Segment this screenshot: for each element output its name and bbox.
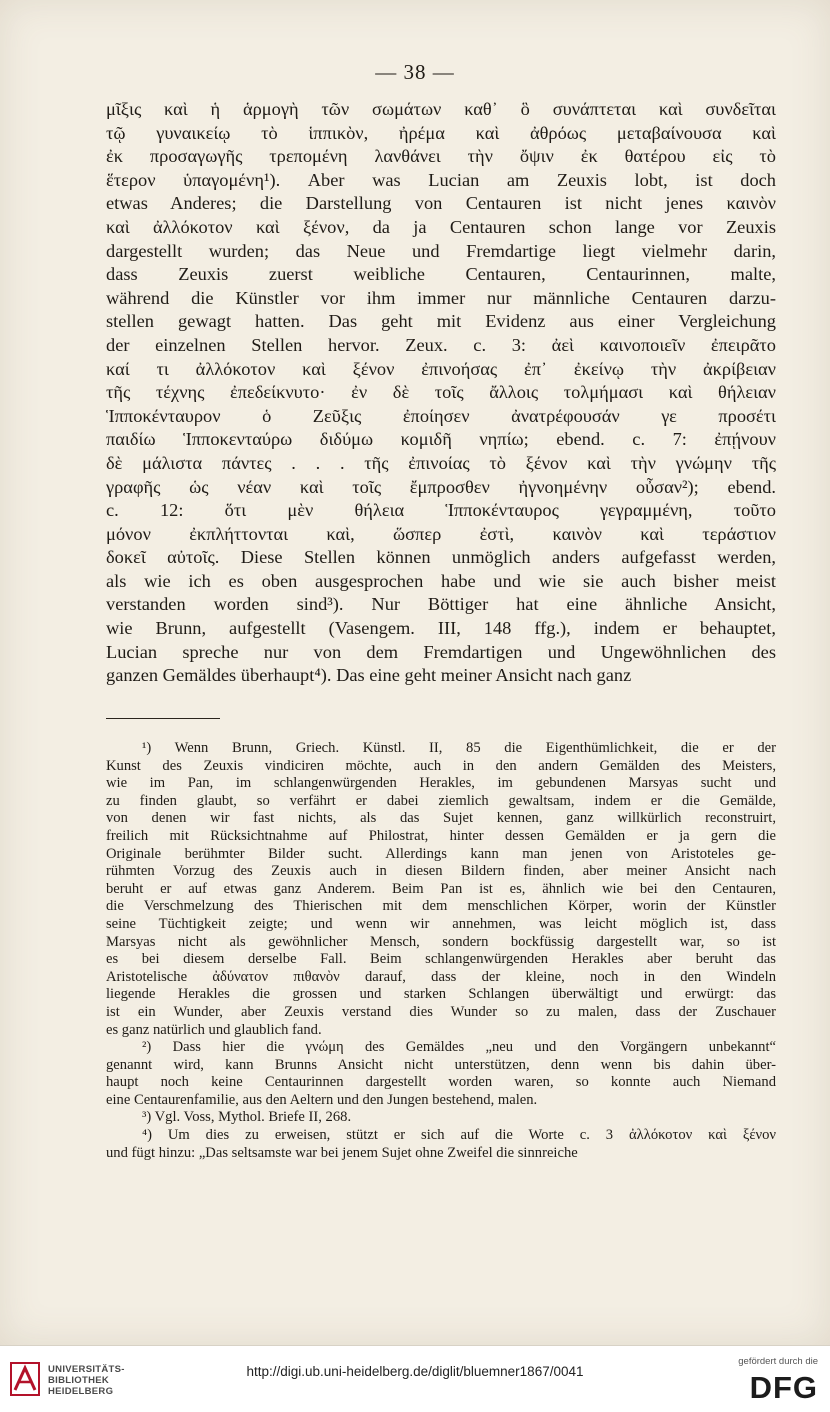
- footnote-line: seine Tüchtigkeit zeigte; und wenn wir annehmen, was leicht möglich ist, dass: [106, 915, 776, 932]
- text-line: τῷ γυναικείῳ τὸ ἱππικὸν, ἠρέμα καὶ ἀθρόως μεταβαίνουσα καὶ: [106, 122, 776, 143]
- text-line: verstanden worden sind³). Nur Böttiger hat eine ähnliche Ansicht,: [106, 594, 776, 615]
- footnote-line: rühmten Vorzug des Zeuxis auch in diesen Bildern finden, aber meiner Ansicht nach: [106, 863, 776, 880]
- footnote-line: es ganz natürlich und glaublich fand.: [106, 1021, 322, 1038]
- footnote-line: beruht er auf etwas ganz Anderem. Beim Pan ist es, ähnlich wie bei den Centauren,: [106, 880, 776, 897]
- footnote-line: ³) Vgl. Voss, Mythol. Briefe II, 268.: [142, 1109, 352, 1126]
- main-text-block: [106, 98, 776, 688]
- footnote-line: ¹) Wenn Brunn, Griech. Künstl. II, 85 die Eigenthümlichkeit, die er der: [142, 740, 776, 756]
- permalink-url[interactable]: http://digi.ub.uni-heidelberg.de/diglit/bluemner1867/0041: [246, 1364, 584, 1379]
- footnote-line: eine Centaurenfamilie, aus den Aeltern und den Jungen bestehend, malen.: [106, 1091, 538, 1108]
- library-name-line2: BIBLIOTHEK: [48, 1375, 110, 1386]
- text-line: als wie ich es oben ausgesprochen habe und wie sie auch bisher meist: [106, 570, 776, 591]
- text-line: μόνον ἐκπλήττονται καὶ, ὥσπερ ἐστὶ, καινὸν καὶ τεράστιον: [106, 523, 776, 544]
- footnote-line: Kunst des Zeuxis vindiciren möchte, auch in den andern Gemälden des Meisters,: [106, 757, 776, 774]
- text-line: ἐκ προσαγωγῆς τρεπομένη λανθάνει τὴν ὄψιν ἐκ θατέρου εἰς τὸ: [106, 146, 776, 167]
- text-line: Ἱπποκένταυρον ὁ Ζεῦξις ἐποίησεν ἀνατρέφουσάν γε προσέτι: [106, 405, 776, 426]
- text-line: Lucian spreche nur von dem Fremdartigen und Ungewöhnlichen des: [106, 641, 776, 662]
- text-line: παιδίω Ἱπποκενταύρω διδύμω κομιδῆ νηπίω; ebend. c. 7: ἐπῄνουν: [106, 429, 776, 450]
- footnote-line: die Verschmelzung des Thierischen mit dem menschlichen Körper, worin der Künstler: [106, 898, 776, 915]
- footnote-line: und fügt hinzu: „Das seltsamste war bei jenem Sujet ohne Zweifel die sinnreiche: [106, 1144, 578, 1161]
- page-number: — 38 —: [375, 60, 455, 84]
- text-line: wie Brunn, aufgestellt (Vasengem. III, 148 ffg.), indem er behauptet,: [106, 618, 776, 639]
- text-line: der einzelnen Stellen hervor. Zeux. c. 3: ἀεὶ καινοποιεῖν ἐπειρᾶτο: [106, 334, 776, 355]
- text-line: c. 12: ὅτι μὲν θήλεια Ἱπποκένταυρος γεγραμμένη, τοῦτο: [106, 500, 776, 521]
- footnote-line: Marsyas nicht als gewöhnlicher Mensch, sondern bockfüssig dargestellt war, so ist: [106, 933, 776, 950]
- text-line: dargestellt wurden; das Neue und Fremdartige liegt vielmehr darin,: [106, 240, 776, 261]
- dfg-logo[interactable]: DFG: [749, 1370, 818, 1405]
- footnote-divider: [106, 718, 220, 719]
- footnote-line: Aristotelische ἀδύνατον πιθανὸν darauf, dass der kleine, noch in den Windeln: [106, 968, 776, 985]
- text-line: τῆς τέχνης ἐπεδείκνυτο· ἐν δὲ τοῖς ἄλλοις τολμήμασι καὶ θήλειαν: [106, 382, 776, 403]
- footnote-line: liegende Herakles die grossen und starken Schlangen überwältigt und erwürgt: das: [106, 986, 776, 1003]
- footnote-line: genannt wird, kann Brunns Ansicht nicht unterstützen, denn wenn bis dahin über-: [106, 1056, 776, 1073]
- footnote-line: haupt noch keine Centaurinnen dargestellt worden waren, so konnte auch Niemand: [106, 1074, 776, 1091]
- text-line: stellen gewagt hatten. Das geht mit Evidenz aus einer Vergleichung: [106, 311, 776, 332]
- footnote-line: zu finden glaubt, so verfährt er dabei ziemlich gewaltsam, indem er die Gemälde,: [106, 792, 776, 809]
- text-line: ganzen Gemäldes überhaupt⁴). Das eine geht meiner Ansicht nach ganz: [106, 665, 632, 686]
- footnote-line: ²) Dass hier die γνώμη des Gemäldes „neu und den Vorgängern unbekannt“: [142, 1039, 776, 1056]
- text-line: δὲ μάλιστα πάντες . . . τῆς ἐπινοίας τὸ ξένον καὶ τὴν γνώμην τῆς: [106, 452, 776, 473]
- sponsor-label: gefördert durch die: [738, 1356, 818, 1367]
- footnote-line: es bei diesem derselbe Fall. Beim schlangenwürgenden Herakles aber beruht das: [106, 951, 776, 968]
- footnote-line: ⁴) Um dies zu erweisen, stützt er sich auf die Worte c. 3 ἀλλόκοτον καὶ ξένον: [142, 1127, 776, 1144]
- footnote-line: ist ein Wunder, aber Zeuxis verstand dies Wunder so zu malen, dass der Zuschauer: [106, 1003, 776, 1020]
- footnote-line: wie im Pan, im schlangenwürgenden Herakles, im gebundenen Marsyas sucht und: [106, 775, 776, 792]
- footnote-line: von denen wir fast nichts, als das Sujet kennen, ganz willkürlich reconstruirt,: [106, 810, 776, 827]
- text-line: ἕτερον ὑπαγομένη¹). Aber was Lucian am Zeuxis lobt, ist doch: [106, 169, 776, 190]
- library-name-line1: UNIVERSITÄTS-: [48, 1364, 125, 1375]
- text-line: dass Zeuxis zuerst weibliche Centauren, Centaurinnen, malte,: [106, 264, 776, 285]
- viewer-footer: [0, 1345, 830, 1412]
- footnote-line: Originale berühmter Bilder sucht. Allerdings kann man jenen von Aristoteles ge-: [106, 845, 776, 862]
- text-line: καί τι ἀλλόκοτον καὶ ξένον ἐπινοήσας ἐπ᾽ ἐκείνῳ τὴν ἀκρίβειαν: [106, 358, 776, 379]
- text-line: καὶ ἀλλόκοτον καὶ ξένον, da ja Centauren schon lange vor Zeuxis: [106, 216, 776, 237]
- library-name-line3: HEIDELBERG: [48, 1386, 114, 1397]
- text-line: δοκεῖ αὐτοῖς. Diese Stellen können unmöglich anders aufgefasst werden,: [106, 547, 776, 568]
- text-line: μῖξις καὶ ἡ ἁρμογὴ τῶν σωμάτων καθ᾽ ὃ συνάπτεται καὶ συνδεῖται: [106, 99, 776, 119]
- text-line: während die Künstler vor ihm immer nur männliche Centauren darzu-: [106, 287, 776, 308]
- text-line: γραφῆς ὡς νέαν καὶ τοῖς ἔμπροσθεν ἠγνοημένην οὖσαν²); ebend.: [106, 476, 776, 497]
- text-line: etwas Anderes; die Darstellung von Centauren ist nicht jenes καινὸν: [106, 193, 776, 214]
- footnotes-block: [106, 740, 776, 1162]
- footnote-line: freilich mit Rücksichtnahme auf Philostrat, hinter dessen Gemälden er ja gern die: [106, 827, 776, 844]
